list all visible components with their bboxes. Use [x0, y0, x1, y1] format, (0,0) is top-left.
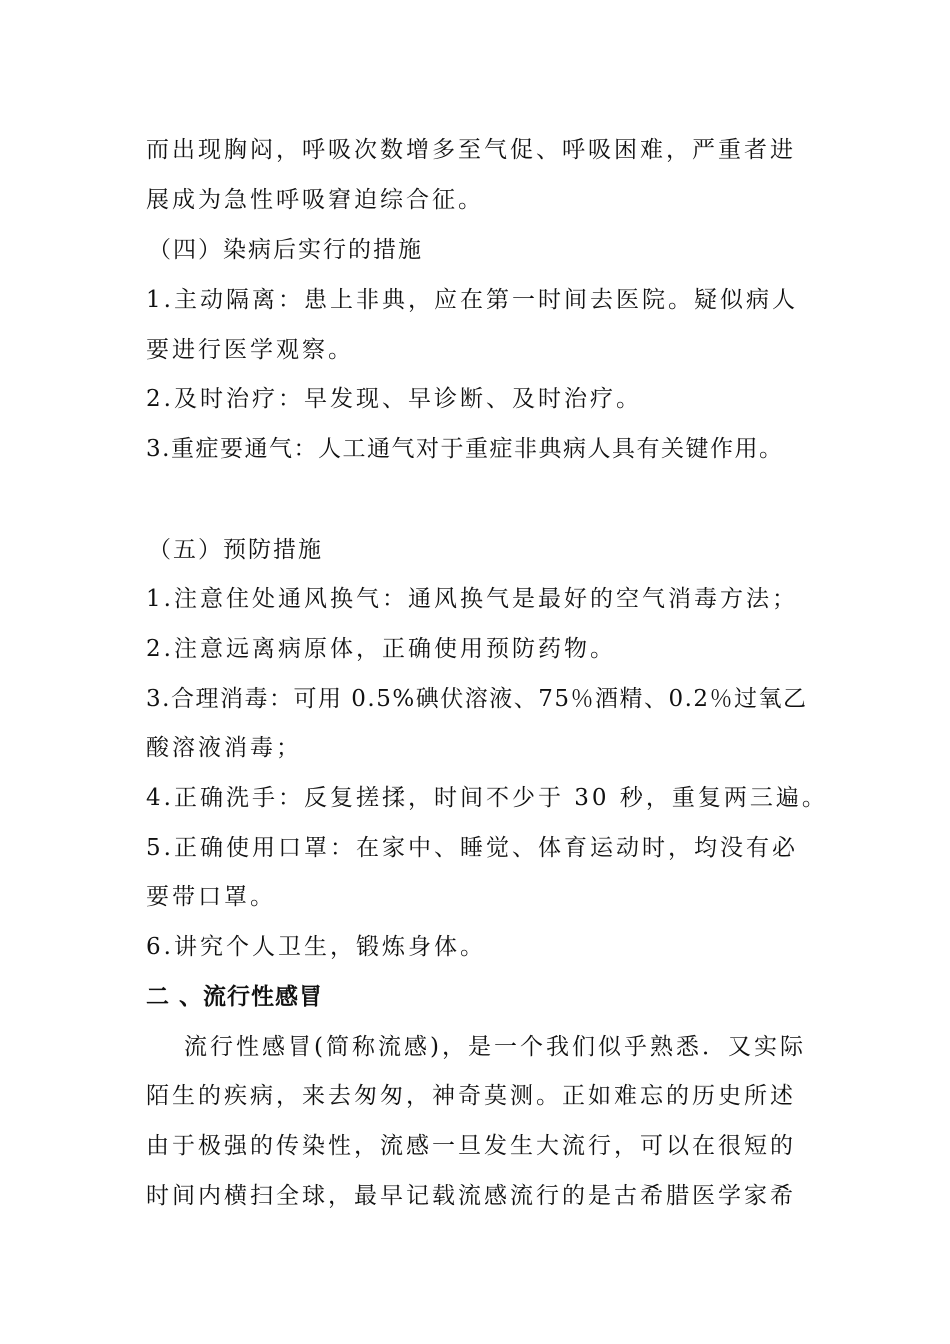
- paragraph-line: 由于极强的传染性，流感一旦发生大流行，可以在很短的: [146, 1133, 796, 1159]
- paragraph-line: 时间内横扫全球，最早记载流感流行的是古希腊医学家希: [146, 1183, 796, 1209]
- paragraph-line: 流行性感冒(简称流感)，是一个我们似乎熟悉．又实际: [184, 1034, 806, 1060]
- list-item: 要带口罩。: [146, 884, 276, 910]
- chapter-heading: 二 、流行性感冒: [146, 984, 324, 1010]
- list-item: 酸溶液消毒；: [146, 735, 302, 761]
- list-item: 2.注意远离病原体，正确使用预防药物。: [146, 636, 616, 662]
- paragraph-line: 而出现胸闷，呼吸次数增多至气促、呼吸困难，严重者进: [146, 137, 796, 163]
- list-item: 要进行医学观察。: [146, 337, 354, 363]
- list-item: 1.注意住处通风换气：通风换气是最好的空气消毒方法；: [146, 586, 798, 612]
- section-heading: （五）预防措施: [148, 537, 323, 563]
- list-item: 4.正确洗手：反复搓揉，时间不少于 30 秒，重复两三遍。: [146, 785, 828, 811]
- paragraph-line: 展成为急性呼吸窘迫综合征。: [146, 187, 484, 213]
- list-item: 6.讲究个人卫生，锻炼身体。: [146, 934, 486, 960]
- list-item: 3.重症要通气：人工通气对于重症非典病人具有关键作用。: [146, 436, 784, 462]
- section-heading: （四）染病后实行的措施: [148, 237, 423, 263]
- list-item: 5.正确使用口罩：在家中、睡觉、体育运动时，均没有必: [146, 835, 798, 861]
- list-item: 3.合理消毒：可用 0.5%碘伏溶液、75％酒精、0.2％过氧乙: [146, 686, 808, 712]
- paragraph-line: 陌生的疾病，来去匆匆，神奇莫测。正如难忘的历史所述: [146, 1083, 796, 1109]
- list-item: 2.及时治疗：早发现、早诊断、及时治疗。: [146, 386, 642, 412]
- list-item: 1.主动隔离：患上非典，应在第一时间去医院。疑似病人: [146, 287, 798, 313]
